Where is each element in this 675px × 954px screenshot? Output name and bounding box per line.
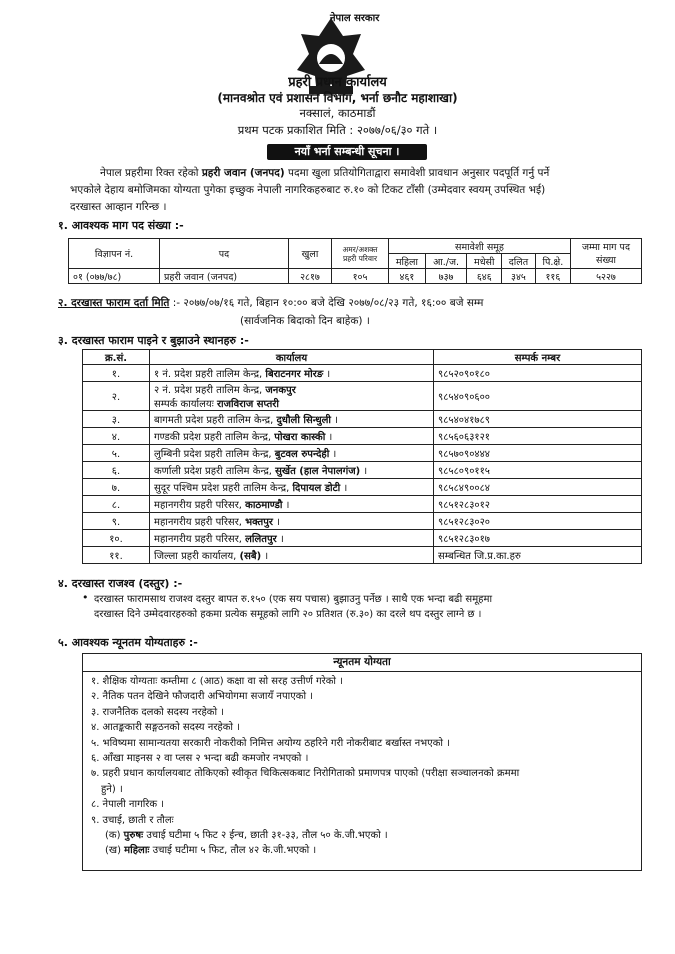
section2-note: (सार्वजनिक बिदाको दिन बाहेक) । bbox=[240, 315, 370, 327]
section3-title: ३. दरखास्त फाराम पाइने र बुझाउने स्थानहरु :- bbox=[58, 334, 249, 347]
th-backward-region: पि.क्षे. bbox=[535, 254, 570, 269]
th-sn: क्र.सं. bbox=[83, 350, 150, 365]
list-item: ९. उचाई, छाती र तौलः bbox=[91, 814, 174, 826]
th-open: खुला bbox=[289, 239, 332, 269]
section4-title: ४. दरखास्त राजश्व (दस्तुर) :- bbox=[58, 577, 183, 590]
office-name: प्रहरी प्रधान कार्यालय bbox=[288, 75, 387, 90]
row-phone: ९८५१२८३०१७ bbox=[434, 530, 642, 547]
row-office: २ नं. प्रदेश प्रहरी तालिम केन्द्र, जनकपुर सम्पर्क कार्यालयः राजविराज सप्तरी bbox=[150, 382, 434, 411]
list-item: ४. आतङ्ककारी सङ्गठनको सदस्य नरहेको । bbox=[91, 722, 240, 734]
row-sn: ४. bbox=[83, 428, 150, 445]
th-indigenous: आ./ज. bbox=[425, 254, 466, 269]
row-phone: ९८५७०९०४४४ bbox=[434, 445, 642, 462]
row-sn: ७. bbox=[83, 479, 150, 496]
list-item: २. नैतिक पतन देखिने फौजदारी अभियोगमा सजायँ नपाएको । bbox=[91, 691, 314, 703]
table-row bbox=[83, 513, 642, 530]
row-sn: ८. bbox=[83, 496, 150, 513]
row-phone: ९८५१२८३०१२ bbox=[434, 496, 642, 513]
row-office: महानगरीय प्रहरी परिसर, भक्तपुर । bbox=[150, 513, 434, 530]
th-post: पद bbox=[160, 239, 289, 269]
cell-backward-region: ११६ bbox=[535, 269, 570, 284]
th-martyr: अमर/अशक्त प्रहरी परिवार bbox=[332, 239, 389, 269]
section2-title: २. दरखास्त फाराम दर्ता मिति bbox=[58, 297, 170, 309]
row-office: सुदूर पश्चिम प्रदेश प्रहरी तालिम केन्द्र, दिपायल डोटी । bbox=[150, 479, 434, 496]
table-row bbox=[83, 365, 642, 382]
qualifications-box bbox=[82, 653, 642, 871]
row-office: गण्डकी प्रदेश प्रहरी तालिम केन्द्र, पोखरा कास्की । bbox=[150, 428, 434, 445]
row-phone: ९८५२०९०१८० bbox=[434, 365, 642, 382]
table-row bbox=[83, 496, 642, 513]
section4-line-1: दरखास्त फारामसाथ राजश्व दस्तुर बापत रु.१५० (एक सय पचास) बुझाउनु पर्नेछ । साथै एक भन्दा बढी समूहमा bbox=[94, 594, 493, 605]
table-row bbox=[83, 382, 642, 411]
cell-ad-no: ०१ (०७७/७८) bbox=[69, 269, 160, 284]
row-phone: सम्बन्धित जि.प्र.का.हरु bbox=[434, 547, 642, 564]
row-office: महानगरीय प्रहरी परिसर, काठमाण्डौ । bbox=[150, 496, 434, 513]
list-item: ६. आँखा माइनस २ वा प्लस २ भन्दा बढी कमजोर नभएको । bbox=[91, 753, 309, 765]
th-dalit: दलित bbox=[502, 254, 536, 269]
section5-title: ५. आवश्यक न्यूनतम योग्यताहरु :- bbox=[58, 636, 198, 649]
intro-paragraph: नेपाल प्रहरीमा रिक्त रहेको प्रहरी जवान (जनपद) पदमा खुला प्रतियोगिताद्वारा समावेशी प्रावधान अनुसार पदपूर्ति गर्नु पर्ने bbox=[100, 167, 550, 179]
cell-dalit: ३४५ bbox=[502, 269, 536, 284]
table-row bbox=[83, 547, 642, 564]
row-office: लुम्बिनी प्रदेश प्रहरी तालिम केन्द्र, बुटवल रुपन्देही । bbox=[150, 445, 434, 462]
cell-indigenous: ७३७ bbox=[425, 269, 466, 284]
emblem-text: नेपाल सरकार bbox=[330, 13, 380, 24]
office-location: नक्सालं, काठमाडौं bbox=[299, 106, 376, 120]
intro-line-3: दरखास्त आव्हान गरिन्छ । bbox=[70, 201, 167, 213]
notice-title: नयाँ भर्ना सम्बन्धी सूचना । bbox=[267, 144, 427, 160]
table-row bbox=[83, 462, 642, 479]
table-row bbox=[83, 445, 642, 462]
row-office: कर्णाली प्रदेश प्रहरी तालिम केन्द्र, सुर्खेत (हाल नेपालगंज) । bbox=[150, 462, 434, 479]
th-madhesi: मधेसी bbox=[467, 254, 502, 269]
intro-line-2: भएकोले देहाय बमोजिमका योग्यता पुगेका इच्छुक नेपाली नागरिकहरुबाट रु.१० को टिकट टाँसी (उम्मेदवार स्वयम् उपस्थित भई) bbox=[70, 184, 546, 196]
list-item: १. शैक्षिक योग्यताः कम्तीमा ८ (आठ) कक्षा वा सो सरह उत्तीर्ण गरेको । bbox=[91, 676, 343, 687]
table-row bbox=[83, 530, 642, 547]
cell-open: २८१७ bbox=[289, 269, 332, 284]
cell-women: ४६१ bbox=[389, 269, 426, 284]
table-row bbox=[83, 411, 642, 428]
qual-female: (ख) महिलाः उचाई घटीमा ५ फिट, तौल ४२ के.जी.भएको । bbox=[105, 845, 317, 857]
qualifications-list bbox=[83, 672, 641, 828]
row-office: महानगरीय प्रहरी परिसर, ललितपुर । bbox=[150, 530, 434, 547]
list-item: ८. नेपाली नागरिक । bbox=[91, 799, 165, 811]
row-phone: ९८५४०४१७८९ bbox=[434, 411, 642, 428]
intro-post-name: प्रहरी जवान (जनपद) bbox=[201, 167, 285, 179]
cell-total: ५२२७ bbox=[571, 269, 642, 284]
row-phone: ९८५८०९०११५ bbox=[434, 462, 642, 479]
row-sn: ९. bbox=[83, 513, 150, 530]
cell-madhesi: ६४६ bbox=[467, 269, 502, 284]
row-sn: ३. bbox=[83, 411, 150, 428]
offices-table bbox=[82, 349, 642, 564]
table-row bbox=[83, 479, 642, 496]
row-phone: ९८५६०६३१२१ bbox=[434, 428, 642, 445]
list-item: ३. राजनैतिक दलको सदस्य नरहेको । bbox=[91, 706, 225, 718]
row-sn: ६. bbox=[83, 462, 150, 479]
row-sn: १०. bbox=[83, 530, 150, 547]
th-inclusive: समावेशी समूह bbox=[389, 239, 571, 254]
th-phone: सम्पर्क नम्बर bbox=[434, 350, 642, 365]
vacancy-table bbox=[68, 238, 642, 284]
table-row bbox=[83, 428, 642, 445]
row-phone: ९८५८४९००८४ bbox=[434, 479, 642, 496]
row-phone: ९८५४०९०६०० bbox=[434, 382, 642, 411]
section4-bullet: • bbox=[82, 591, 89, 604]
row-phone: ९८५१२८३०२० bbox=[434, 513, 642, 530]
section4-line-2: दरखास्त दिने उम्मेदवारहरुको हकमा प्रत्येक समूहको लागि २० प्रतिशत (रु.३०) का दरले थप दस्तुर लाग्ने छ । bbox=[94, 609, 482, 620]
row-sn: ११. bbox=[83, 547, 150, 564]
row-office: जिल्ला प्रहरी कार्यालय, (सबै) । bbox=[150, 547, 434, 564]
section2 bbox=[58, 296, 483, 310]
th-ad-no: विज्ञापन नं. bbox=[69, 239, 160, 269]
row-sn: १. bbox=[83, 365, 150, 382]
row-office: १ नं. प्रदेश प्रहरी तालिम केन्द्र, बिराटनगर मोरङ । bbox=[150, 365, 434, 382]
section1-title: १. आवश्यक माग पद संख्या :- bbox=[58, 219, 184, 232]
list-item: हुने) । bbox=[101, 783, 123, 795]
th-office: कार्यालय bbox=[150, 350, 434, 365]
qual-male: (क) पुरुषः उचाई घटीमा ५ फिट २ ईन्च, छाती ३१-३३, तौल ५० के.जी.भएको । bbox=[105, 830, 388, 842]
th-total: जम्मा माग पद संख्या bbox=[571, 239, 642, 269]
section2-text: :- २०७७/०७/१६ गते, बिहान १०:०० बजे देखि २०७७/०८/२३ गते, १६:०० बजे सम्म bbox=[172, 297, 484, 309]
row-sn: २. bbox=[83, 382, 150, 411]
cell-post: प्रहरी जवान (जनपद) bbox=[160, 269, 289, 284]
list-item: ५. भविष्यमा सामान्यतया सरकारी नोकरीको निमित्त अयोग्य ठहरिने गरी नोकरीबाट बर्खास्त नभएको । bbox=[91, 737, 450, 749]
row-sn: ५. bbox=[83, 445, 150, 462]
row-office: बागमती प्रदेश प्रहरी तालिम केन्द्र, दुधौली सिन्धुली । bbox=[150, 411, 434, 428]
th-women: महिला bbox=[389, 254, 426, 269]
publish-date: प्रथम पटक प्रकाशित मिति : २०७७/०६/३० गते । bbox=[237, 123, 438, 137]
division-name: (मानवश्रोत एवं प्रशासन विभाग, भर्ना छनौट महाशाखा) bbox=[217, 91, 458, 105]
cell-martyr: १०५ bbox=[332, 269, 389, 284]
qualifications-header: न्यूनतम योग्यता bbox=[83, 654, 641, 672]
list-item: ७. प्रहरी प्रधान कार्यालयबाट तोकिएको स्वीकृत चिकित्सकबाट निरोगिताको प्रमाणपत्र पाएको (परीक्षा सञ्चालनको क्रममा bbox=[91, 768, 520, 780]
